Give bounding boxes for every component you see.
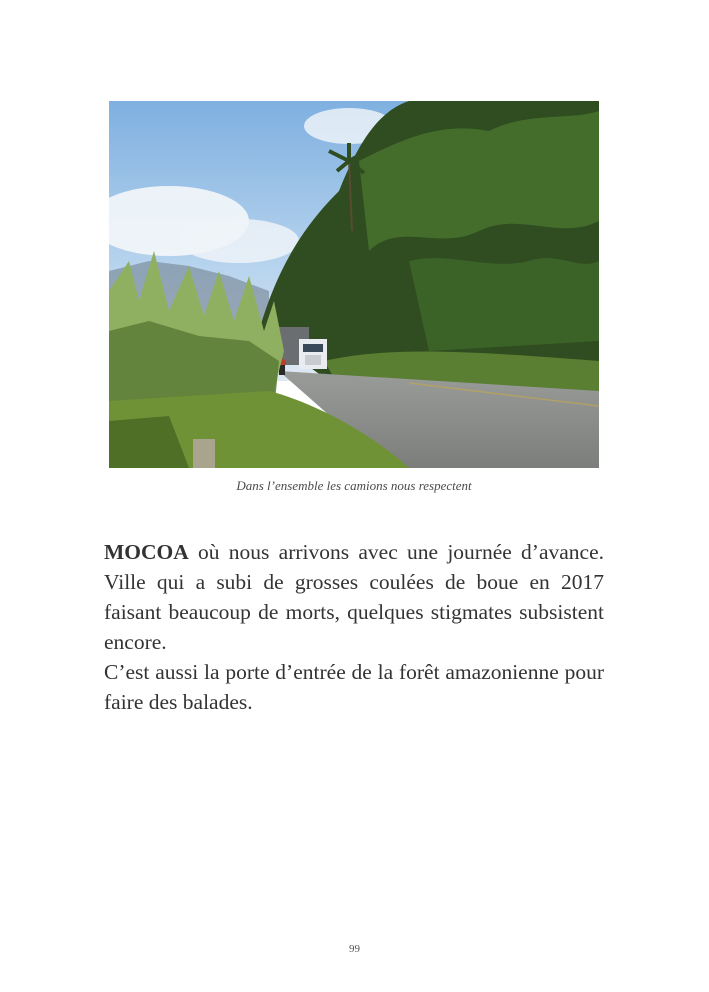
cloud <box>179 219 299 263</box>
body-text <box>104 537 604 717</box>
paragraph-1 <box>104 537 604 657</box>
truck-grille <box>305 355 321 365</box>
paragraph-1-text: où nous arrivons avec une journée d’avance. Ville qui a subi de grosses coulées de boue en 2017 faisant beaucoup de morts, quelques stigmates subsistent encore. <box>104 540 604 654</box>
page-number: 99 <box>349 943 360 955</box>
truck-window <box>303 344 323 352</box>
road-photo <box>109 101 599 468</box>
stone-post <box>193 439 215 468</box>
paragraph-2: C’est aussi la porte d’entrée de la forêt amazonienne pour faire des balades. <box>104 660 604 714</box>
place-name: MOCOA <box>104 540 189 564</box>
photo-caption: Dans l’ensemble les camions nous respectent <box>236 478 472 493</box>
forest-highlights <box>409 258 599 351</box>
